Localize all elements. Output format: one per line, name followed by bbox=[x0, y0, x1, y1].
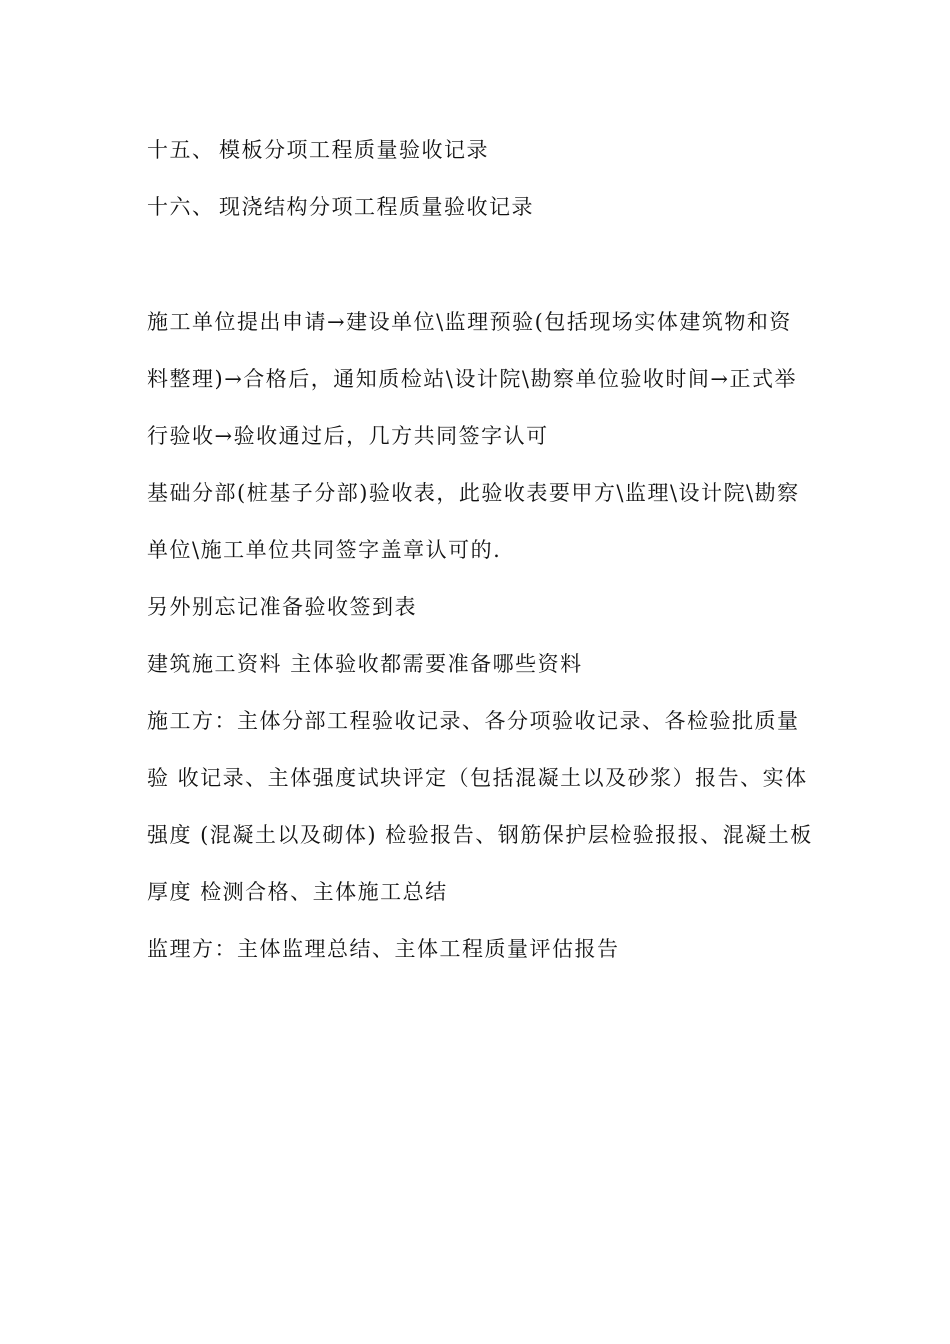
list-item-text: 模板分项工程质量验收记录 bbox=[219, 138, 489, 162]
main-heading: 建筑施工资料 主体验收都需要准备哪些资料 bbox=[147, 652, 583, 676]
foundation-paragraph-line-2: 单位\施工单位共同签字盖章认可的. bbox=[147, 538, 502, 562]
process-paragraph-line-1: 施工单位提出申请→建设单位\监理预验(包括现场实体建筑物和资 bbox=[147, 310, 792, 334]
supervisor-paragraph: 监理方：主体监理总结、主体工程质量评估报告 bbox=[147, 937, 620, 961]
foundation-paragraph-line-1: 基础分部(桩基子分部)验收表，此验收表要甲方\监理\设计院\勘察 bbox=[147, 481, 800, 505]
signin-note: 另外别忘记准备验收签到表 bbox=[147, 595, 417, 619]
list-item-text: 现浇结构分项工程质量验收记录 bbox=[219, 195, 534, 219]
process-paragraph-line-3: 行验收→验收通过后，几方共同签字认可 bbox=[147, 424, 549, 448]
contractor-paragraph-line-2: 验 收记录、主体强度试块评定（包括混凝土以及砂浆）报告、实体 bbox=[147, 766, 808, 790]
contractor-paragraph-line-1: 施工方：主体分部工程验收记录、各分项验收记录、各检验批质量 bbox=[147, 709, 800, 733]
contractor-paragraph-line-3: 强度 (混凝土以及砌体) 检验报告、钢筋保护层检验报报、混凝土板 bbox=[147, 823, 813, 847]
list-item-15 bbox=[147, 136, 489, 164]
process-paragraph-line-2: 料整理)→合格后，通知质检站\设计院\勘察单位验收时间→正式举 bbox=[147, 367, 798, 391]
list-item-number: 十五、 bbox=[147, 138, 215, 162]
list-item-16 bbox=[147, 193, 534, 221]
list-item-number: 十六、 bbox=[147, 195, 215, 219]
contractor-paragraph-line-4: 厚度 检测合格、主体施工总结 bbox=[147, 880, 448, 904]
